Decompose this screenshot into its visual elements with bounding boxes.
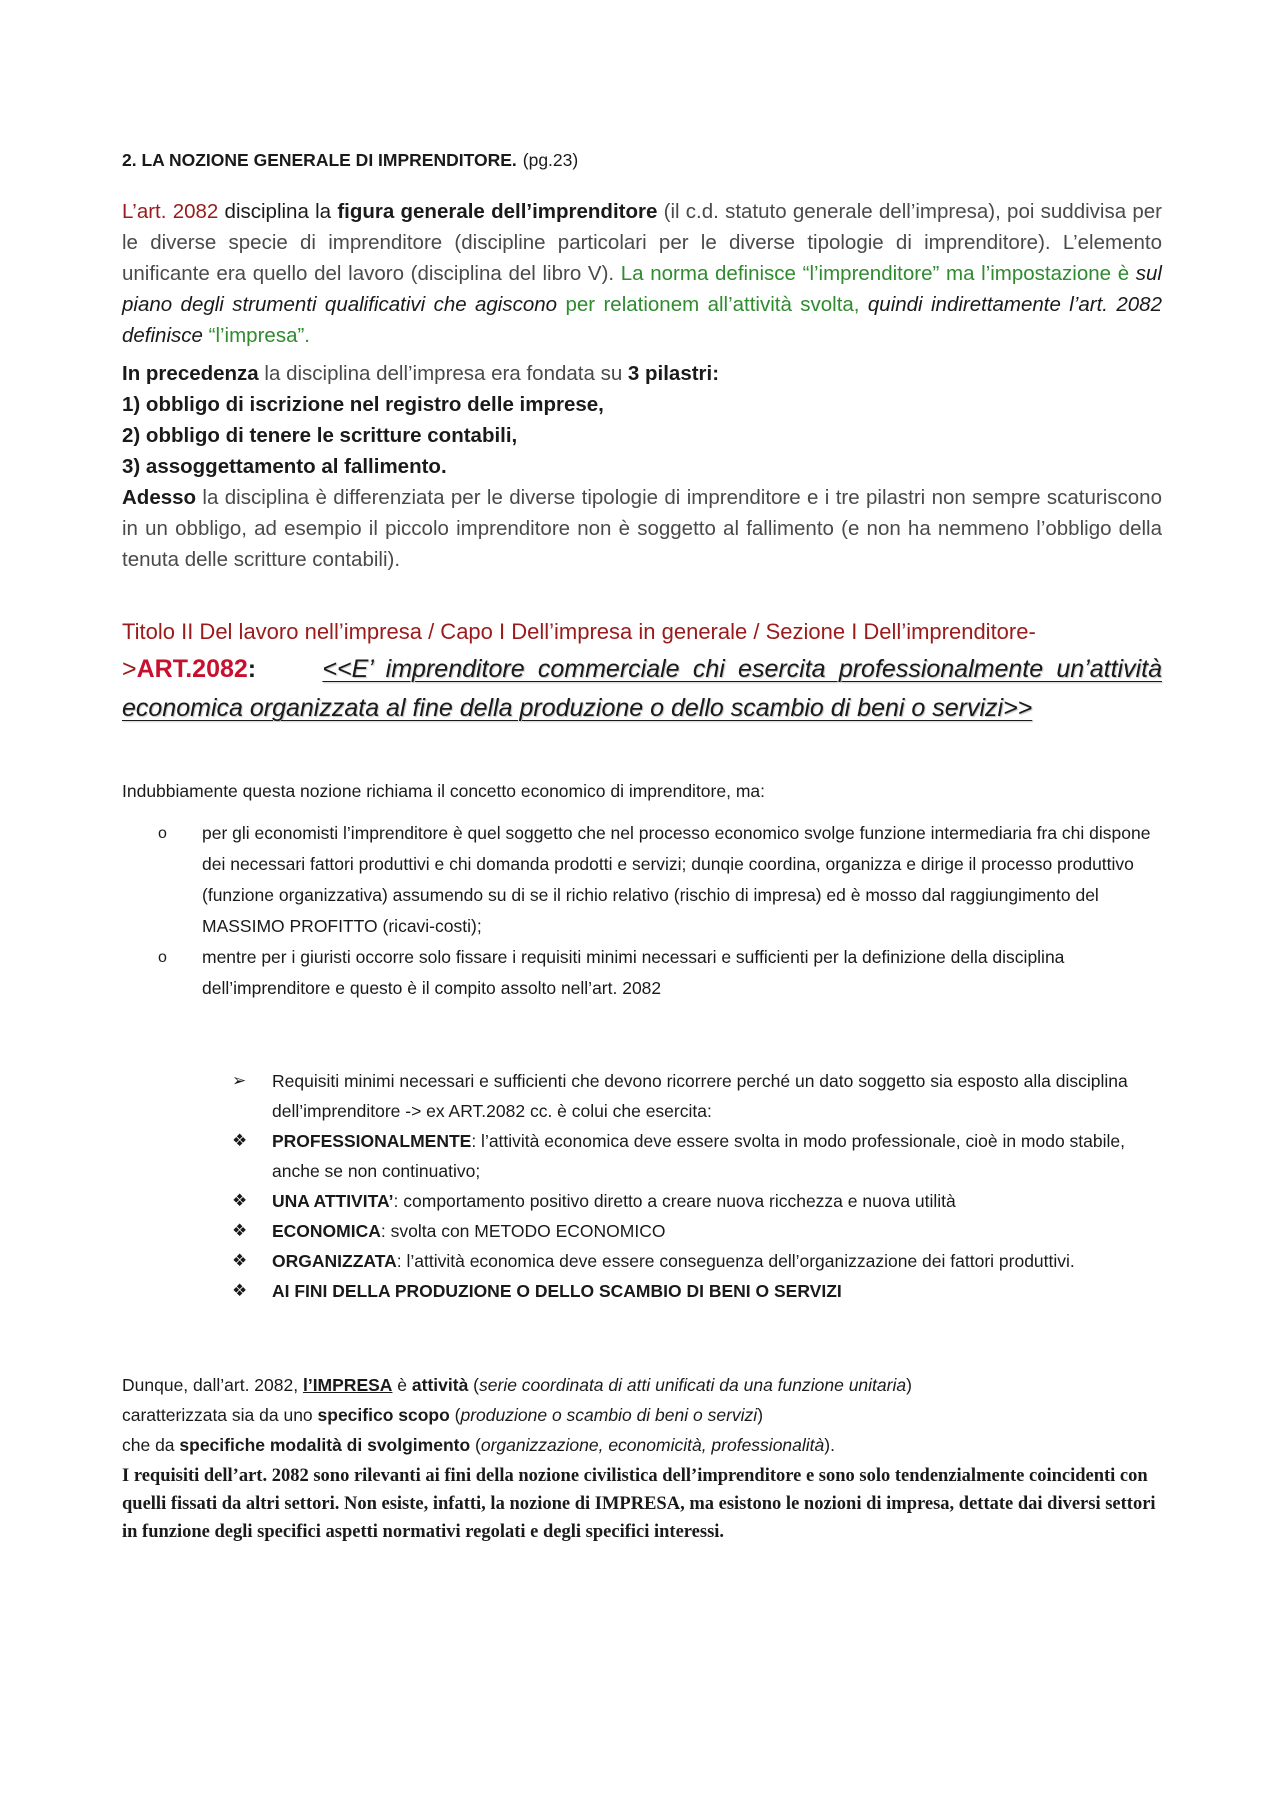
requirement-item: ❖ PROFESSIONALMENTE: l’attività economica deve essere svolta in modo professionale, cioè in modo stabile, anche se non continuativo; (232, 1126, 1162, 1186)
art-reference: L’art. 2082 (122, 200, 219, 223)
requirement-item: ❖ UNA ATTIVITA’: comportamento positivo diretto a creare nuova ricchezza e nuova utilità (232, 1186, 1162, 1216)
closing-paragraph: I requisiti dell’art. 2082 sono rilevanti ai fini della nozione civilistica dell’imprenditore e sono solo tendenzialmente coincidenti con quelli fissati da altri settori. Non esiste, infatti, la nozione di IMPRESA, ma esistono le nozioni di impresa, dettate dai diversi settori in funzione degli specifici aspetti normativi regolati e degli specifici interessi. (122, 1466, 1156, 1542)
requirement-item: ❖ AI FINI DELLA PRODUZIONE O DELLO SCAMBIO DI BENI O SERVIZI (232, 1276, 1162, 1306)
circle-bullet-icon: o (158, 949, 167, 966)
diamond-bullet-icon: ❖ (232, 1221, 248, 1240)
article-quote-block: >ART.2082: <<E’ imprenditore commerciale chi esercita professionalmente un’attività economica organizzata al fine della produzione o dello scambio di beni o servizi>> (122, 655, 1162, 722)
pillar-item: 2) obbligo di tenere le scritture contabili, (122, 424, 518, 447)
economic-concept-line: Indubbiamente questa nozione richiama il concetto economico di imprenditore, ma: (122, 781, 765, 801)
arrow-bullet-icon: ➢ (232, 1071, 247, 1090)
pillars-block: In precedenza la disciplina dell’impresa era fondata su 3 pilastri: 1) obbligo di iscrizione nel registro delle imprese, 2) obbligo di tenere le scritture contabili, 3) assoggettamento al fallimento. Adesso la disciplina è differenziata per le diverse tipologie di imprenditore e i tre pilastri non sempre scaturiscono in un obbligo, ad esempio il piccolo imprenditore non è soggetto al fallimento (e non ha nemmeno l’obbligo della tenuta delle scritture contabili). (122, 362, 1162, 571)
list-item: o per gli economisti l’imprenditore è quel soggetto che nel processo economico svolge funzione intermediaria fra chi dispone dei necessari fattori produttivi e chi domanda prodotti e servizi; dunqie coordina, organizza e dirige il processo produttivo (funzione organizzativa) assumendo su di se il richio relativo (rischio di impresa) ed è mosso dal raggiungimento del MASSIMO PROFITTO (ricavi-costi); (158, 818, 1158, 942)
requirements-list (232, 1066, 1162, 1306)
heading-title: 2. LA NOZIONE GENERALE DI IMPRENDITORE. (122, 150, 517, 170)
diamond-bullet-icon: ❖ (232, 1131, 248, 1150)
page-reference: (pg.23) (522, 150, 579, 170)
intro-paragraph: L’art. 2082 disciplina la figura generale dell’imprenditore (il c.d. statuto generale dell’impresa), poi suddivisa per le diverse specie di imprenditore (discipline particolari per le diverse tipologie di imprenditore). L’elemento unificante era quello del lavoro (disciplina del libro V). La norma definisce “l’imprenditore” ma l’impostazione è sul piano degli strumenti qualificativi che agiscono per relationem all’attività svolta, quindi indirettamente l’art. 2082 definisce “l’impresa”. (122, 200, 1162, 347)
impresa-definition: Dunque, dall’art. 2082, l’IMPRESA è attività (serie coordinata di atti unificati da una funzione unitaria) caratterizzata sia da uno specifico scopo (produzione o scambio di beni o servizi) che da specifiche modalità di svolgimento (organizzazione, economicità, professionalità). (122, 1375, 912, 1455)
pillar-item: 3) assoggettamento al fallimento. (122, 455, 447, 478)
circle-bullet-icon: o (158, 825, 167, 842)
requirement-item: ❖ ORGANIZZATA: l’attività economica deve essere conseguenza dell’organizzazione dei fattori produttivi. (232, 1246, 1162, 1276)
bullet-list (158, 818, 1158, 1004)
article-quote: <<E’ imprenditore commerciale chi esercita professionalmente un’attività economica organizzata al fine della produzione o dello scambio di beni o servizi>> (122, 655, 1162, 722)
diamond-bullet-icon: ❖ (232, 1281, 248, 1300)
diamond-bullet-icon: ❖ (232, 1251, 248, 1270)
list-item: o mentre per i giuristi occorre solo fissare i requisiti minimi necessari e sufficienti per la definizione della disciplina dell’imprenditore e questo è il compito assolto nell’art. 2082 (158, 942, 1158, 1004)
section-heading (122, 150, 1162, 171)
requirements-intro: ➢ Requisiti minimi necessari e sufficienti che devono ricorrere perché un dato soggetto sia esposto alla disciplina dell’imprenditore -> ex ART.2082 cc. è colui che esercita: (232, 1066, 1162, 1126)
pillar-item: 1) obbligo di iscrizione nel registro delle imprese, (122, 393, 604, 416)
diamond-bullet-icon: ❖ (232, 1191, 248, 1210)
article-number: ART.2082 (136, 655, 248, 683)
requirement-item: ❖ ECONOMICA: svolta con METODO ECONOMICO (232, 1216, 1162, 1246)
code-path: Titolo II Del lavoro nell’impresa / Capo I Dell’impresa in generale / Sezione I Dell’imprenditore- (122, 619, 1036, 644)
key-phrase: figura generale dell’imprenditore (337, 200, 658, 223)
